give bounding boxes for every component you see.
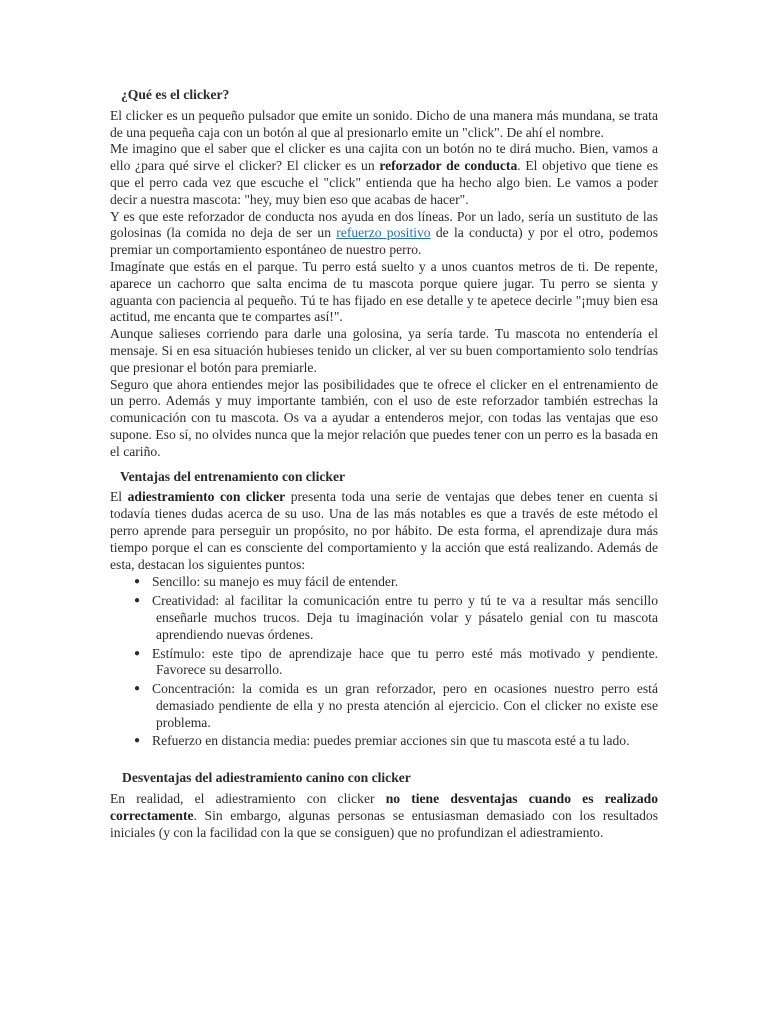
text-run: . El objetivo que tiene es que el perro cada vez que escuche el "click" entienda que ha hecho algo bien. Le vamos a poder decir a nuestra mascota: "hey, muy bien eso que acabas de hacer". <box>110 158 658 207</box>
list-item <box>134 646 658 680</box>
bold-term-reforzador: reforzador de conducta <box>379 158 518 174</box>
paragraph <box>110 209 658 259</box>
paragraph <box>110 791 658 841</box>
bullet-icon: ● <box>134 735 141 747</box>
text-run: Y es que este reforzador de conducta nos ayuda en dos líneas. Por un lado, sería un sustituto de las golosinas (la comida no deja de ser un <box>110 208 658 241</box>
bold-term-no-desventajas: no tiene desventajas cuando es realizado correctamente <box>110 791 659 823</box>
bold-term-adiestramiento: adiestramiento con clicker <box>127 489 286 505</box>
section-heading-que-es-el-clicker: ¿Qué es el clicker? <box>121 87 230 102</box>
paragraph: Seguro que ahora entiendes mejor las posibilidades que te ofrece el clicker en el entrenamiento de un perro. Además y muy importante también, con el uso de este reforzador también estrechas la comunicación con tu mascota. Os va a ayudar a entenderos mejor, con todas las ventajas que eso supone. Eso sí, no olvides nunca que la mejor relación que puedes tener con un perro es la basada en el cariño. <box>110 376 658 459</box>
bullet-icon: ● <box>134 576 141 588</box>
bullet-icon: ● <box>134 647 141 659</box>
paragraph: Aunque salieses corriendo para darle una golosina, ya sería tarde. Tu mascota no entendería el mensaje. Si en esa situación hubieses tenido un clicker, al ver su buen comportamiento solo tendrías que presionar el botón para premiarle. <box>110 326 658 375</box>
paragraph: Imagínate que estás en el parque. Tu perro está suelto y a unos cuantos metros de ti. De repente, aparece un cachorro que salta encima de tu mascota porque quiere jugar. Tu perro se sienta y aguanta con paciencia al pequeño. Tú te has fijado en ese detalle y te apetece decirle "¡muy bien esa actitud, me encanta que te compartes así!". <box>110 258 658 325</box>
list-item <box>134 681 658 731</box>
list-item-text: Estímulo: este tipo de aprendizaje hace que tu perro esté más motivado y pendiente. Favorece su desarrollo. <box>152 645 658 678</box>
text-run: presenta toda una serie de ventajas que debes tener en cuenta si todavía tienes dudas acerca de su uso. Una de las más notables es que a través de este método el perro aprende para perseguir un propósito, no por hábito. De esta forma, el aprendizaje dura más tiempo porque el can es consciente del comportamiento y la acción que está realizando. Además de esta, destacan los siguientes puntos: <box>110 489 659 572</box>
paragraph: El clicker es un pequeño pulsador que emite un sonido. Dicho de una manera más mundana, se trata de una pequeña caja con un botón al que al presionarlo emite un "click". De ahí el nombre. <box>110 107 658 140</box>
list-item <box>134 733 658 750</box>
text-run: . Sin embargo, algunas personas se entusiasman demasiado con los resultados iniciales (y con la facilidad con la que se consiguen) que no profundizan el adiestramiento. <box>110 807 658 840</box>
text-run: En realidad, el adiestramiento con clicker <box>110 791 386 807</box>
bullet-icon: ● <box>134 683 141 695</box>
list-item-text: Concentración: la comida es un gran reforzador, pero en ocasiones nuestro perro está demasiado pendiente de ella y no presta atención al ejercicio. Con el clicker no existe ese problema. <box>152 681 658 730</box>
list-item <box>134 593 658 643</box>
paragraph <box>110 489 658 573</box>
advantages-list <box>110 574 658 750</box>
text-run: Me imagino que el saber que el clicker es una cajita con un botón no te dirá mucho. Bien, vamos a ello ¿para qué sirve el clicker? El clicker es un <box>110 141 658 174</box>
refuerzo-positivo-link[interactable]: refuerzo positivo <box>336 225 431 241</box>
list-item <box>134 574 658 591</box>
list-item-text: Refuerzo en distancia media: puedes premiar acciones sin que tu mascota esté a tu lado. <box>152 733 630 749</box>
section-heading-desventajas: Desventajas del adiestramiento canino con clicker <box>122 770 411 786</box>
paragraph <box>110 141 658 208</box>
bullet-icon: ● <box>134 595 141 607</box>
list-item-text: Sencillo: su manejo es muy fácil de entender. <box>152 574 399 590</box>
text-run: El <box>110 489 128 505</box>
text-run: de la conducta) y por el otro, podemos premiar un comportamiento espontáneo de nuestro perro. <box>110 225 658 258</box>
list-item-text: Creatividad: al facilitar la comunicación entre tu perro y tú te va a resultar más sencillo enseñarle muchos trucos. Deja tu imaginación volar y pásatelo genial con tu mascota aprendiendo nuevas órdenes. <box>152 593 658 642</box>
section-heading-ventajas: Ventajas del entrenamiento con clicker <box>120 468 346 484</box>
